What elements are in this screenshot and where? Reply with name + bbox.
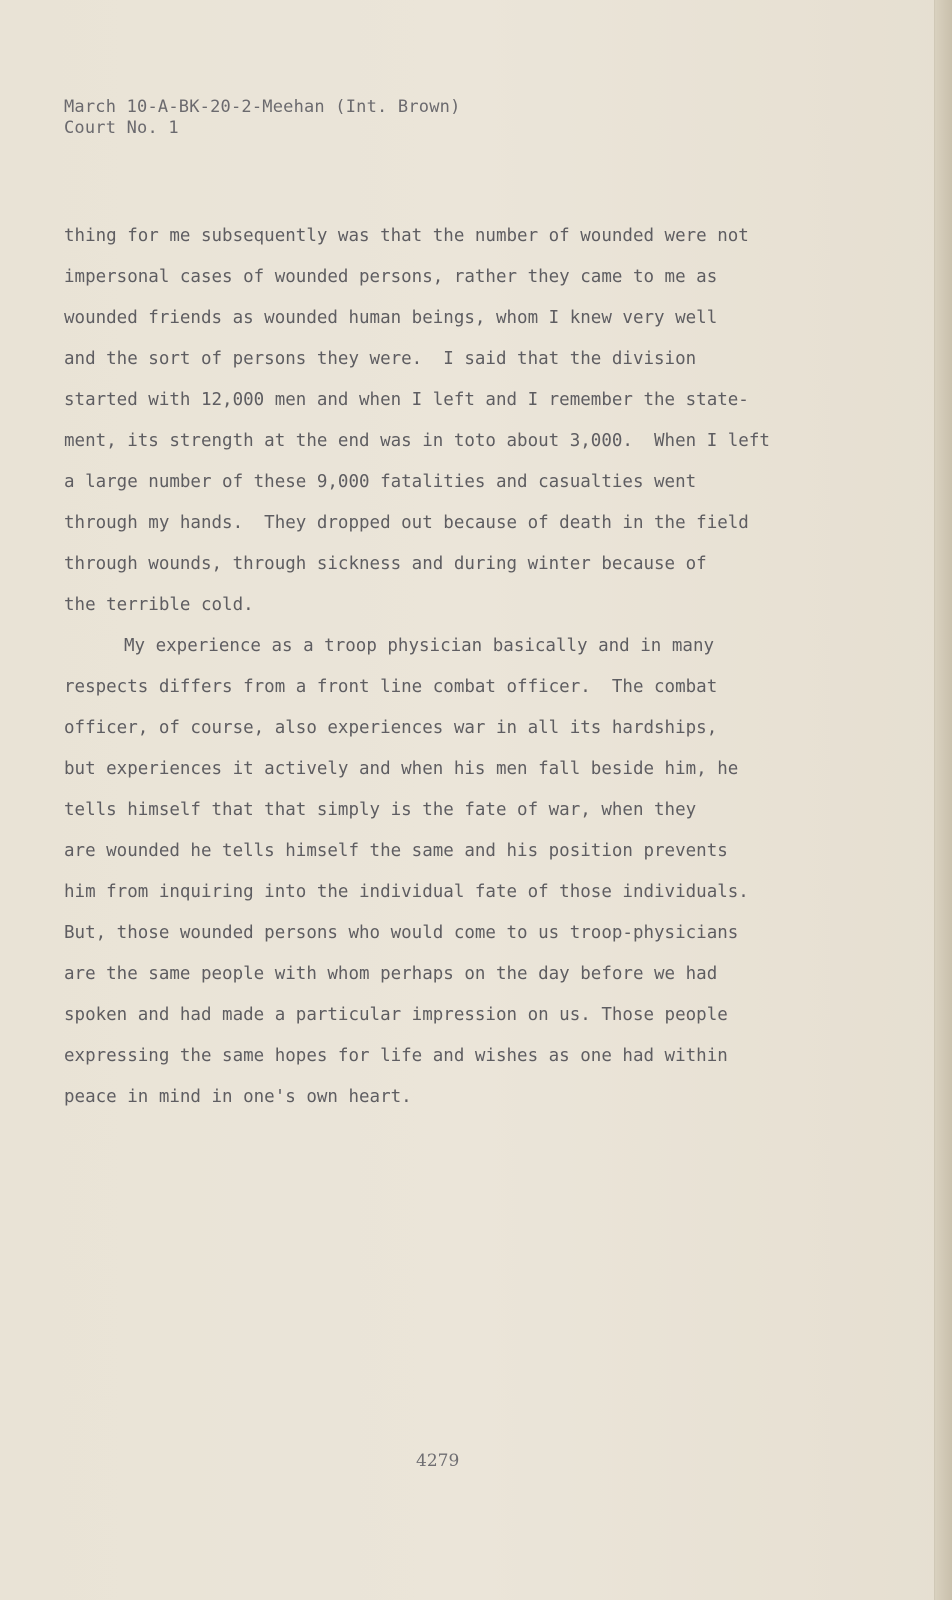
page-number: 4279 [416, 1451, 460, 1471]
text-line: are wounded he tells himself the same and his position prevents [64, 841, 728, 861]
text-line: ment, its strength at the end was in toto about 3,000. When I left [64, 431, 770, 451]
text-line: through my hands. They dropped out because of death in the field [64, 513, 749, 533]
text-line: the terrible cold. [64, 595, 254, 615]
text-line: officer, of course, also experiences war in all its hardships, [64, 718, 718, 738]
text-line: peace in mind in one's own heart. [64, 1087, 412, 1107]
text-line: My experience as a troop physician basically and in many [124, 636, 715, 656]
text-line: spoken and had made a particular impression on us. Those people [64, 1005, 728, 1025]
text-line: through wounds, through sickness and during winter because of [64, 554, 707, 574]
text-line: but experiences it actively and when his men fall beside him, he [64, 759, 739, 779]
document-body [64, 216, 894, 1118]
text-line: are the same people with whom perhaps on the day before we had [64, 964, 718, 984]
text-line: thing for me subsequently was that the number of wounded were not [64, 226, 749, 246]
header-case-reference: March 10-A-BK-20-2-Meehan (Int. Brown) [64, 97, 461, 117]
paragraph-1 [64, 216, 894, 626]
text-line: and the sort of persons they were. I said that the division [64, 349, 697, 369]
text-line: expressing the same hopes for life and wishes as one had within [64, 1046, 728, 1066]
text-line: But, those wounded persons who would come to us troop-physicians [64, 923, 739, 943]
text-line: him from inquiring into the individual fate of those individuals. [64, 882, 749, 902]
text-line: respects differs from a front line combat officer. The combat [64, 677, 718, 697]
text-line: tells himself that that simply is the fate of war, when they [64, 800, 697, 820]
text-line: started with 12,000 men and when I left and I remember the state- [64, 390, 749, 410]
text-line: impersonal cases of wounded persons, rather they came to me as [64, 267, 718, 287]
page-edge [934, 0, 952, 1600]
header-court-number: Court No. 1 [64, 118, 179, 138]
text-line: wounded friends as wounded human beings, whom I knew very well [64, 308, 718, 328]
document-header [64, 97, 461, 139]
paragraph-2 [64, 626, 894, 1118]
text-line: a large number of these 9,000 fatalities and casualties went [64, 472, 697, 492]
